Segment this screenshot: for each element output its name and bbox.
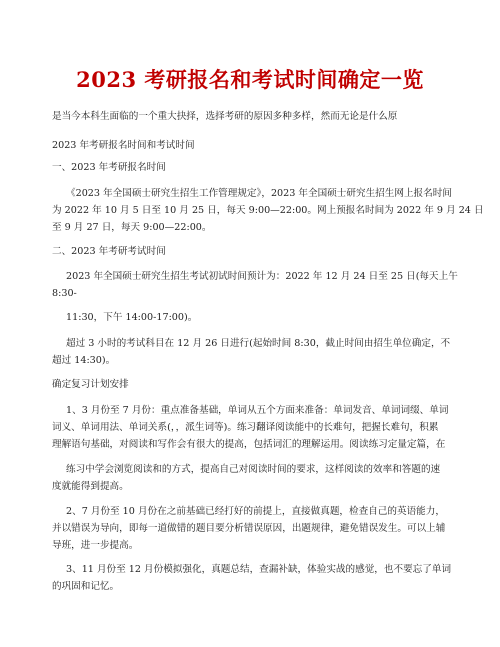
- text-line: 《2023 年全国硕士研究生招生工作管理规定》，2023 年全国硕士研究生招生网上报名时间: [66, 188, 452, 199]
- text-line: 1、3 月份至 7 月份：重点准备基础，单词从五个方面来准备：单词发音、单词词缀、单词: [66, 405, 449, 416]
- document-title: 2023 考研报名和考试时间确定一览: [76, 67, 424, 92]
- extra-exam-paragraph: [52, 335, 454, 369]
- text-line: 并以错误为导向，即每一道做错的题目要分析错误原因，出题规律，避免错误发生。可以上辅: [52, 523, 446, 534]
- exam-paragraph: [52, 268, 458, 302]
- plan-step-1-paragraph: [52, 402, 454, 453]
- plan-step-1-continued-paragraph: [52, 461, 454, 495]
- text-line: 是当今本科生面临的一个重大抉择，选择考研的原因多种多样，然而无论是什么原: [52, 111, 398, 122]
- text-line: 超过 3 小时的考试科目在 12 月 26 日进行(起始时间 8:30，截止时间由招生单位确定，不: [66, 338, 451, 349]
- text-line: 词义、单词用法、单词关系(，，派生词等)。练习翻译阅读能中的长难句，把握长难句，积累: [52, 422, 439, 433]
- text-line: 导班，进一步提高。: [52, 540, 139, 551]
- text-line: 练习中学会浏览阅读和的方式，提高自己对阅读时间的要求，这样阅读的效率和答题的速: [66, 464, 441, 475]
- text-line: 一、2023 年考研报名时间: [52, 162, 166, 173]
- text-line: 度就能得到提高。: [52, 481, 129, 492]
- intro-paragraph: [52, 108, 454, 125]
- registration-paragraph: [52, 185, 484, 236]
- text-line: 至 9 月 27 日，每天 9:00—22:00。: [52, 222, 212, 233]
- text-line: 理解语句基础，对阅读和写作会有很大的提高，包括词汇的理解运用。阅读练习定量定篇，在: [52, 439, 446, 450]
- text-line: 确定复习计划安排: [52, 379, 129, 390]
- text-line: 3、11 月份至 12 月份模拟强化，真题总结，查漏补缺，体验实战的感觉，也不要忘了单词: [66, 564, 452, 575]
- section-heading-main: [52, 137, 454, 154]
- text-line: 超过 14:30)。: [52, 355, 116, 366]
- section-heading-plan: [52, 376, 454, 393]
- text-line: 2023 年考研报名时间和考试时间: [52, 140, 195, 151]
- text-line: 11:30，下午 14:00-17:00)。: [66, 312, 198, 323]
- plan-step-3-paragraph: [52, 561, 454, 595]
- section-heading-registration: [52, 159, 454, 176]
- text-line: 的巩固和记忆。: [52, 581, 120, 592]
- text-line: 2023 年全国硕士研究生招生考试初试时间预计为：2022 年 12 月 24 日至 25 日(每天上午: [66, 271, 458, 282]
- text-line: 为 2022 年 10 月 5 日至 10 月 25 日，每天 9:00—22:00。网上预报名时间为 2022 年 9 月 24 日: [52, 205, 484, 216]
- exam-time-paragraph: [52, 309, 454, 326]
- plan-step-2-paragraph: [52, 503, 454, 554]
- text-line: 8:30-: [52, 288, 77, 299]
- section-heading-exam: [52, 243, 454, 260]
- text-line: 二、2023 年考研考试时间: [52, 246, 166, 257]
- text-line: 2、7 月份至 10 月份在之前基础已经打好的前提上，直接做真题，检查自己的英语能力，: [66, 506, 445, 517]
